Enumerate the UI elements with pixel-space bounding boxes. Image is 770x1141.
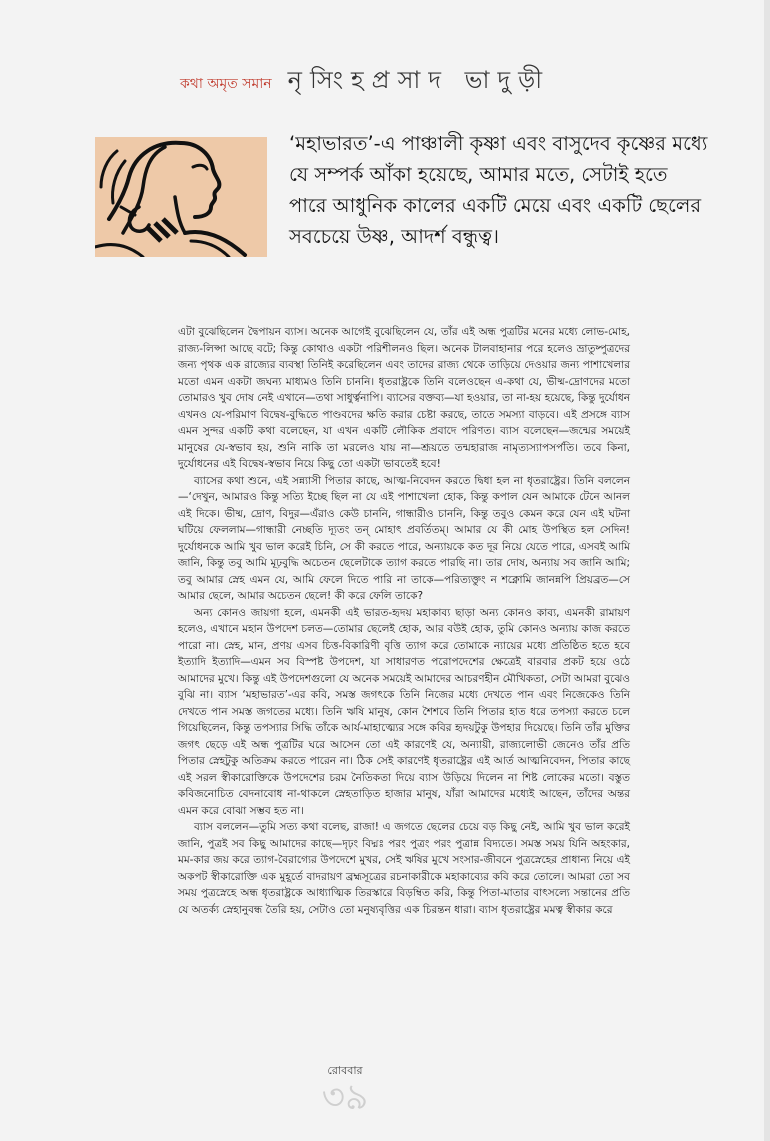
page-number: ৩৯ (321, 1077, 369, 1118)
article-header (180, 62, 550, 102)
paragraph: ব্যাসের কথা শুনে, এই সন্ন্যাসী পিতার কাছে, আত্ম-নিবেদন করতে দ্বিধা হল না ধৃতরাষ্ট্রের। তিনি বললেন—‘দেখুন, আমারও কিন্তু সত্যি ইচ্ছে ছিল না যে এই পাশাখেলা হোক, কিন্তু কপাল যেন আমাকে টেনে আনল এই দিকে। ভীষ্ম, দ্রোণ, বিদুর—এঁরাও কেউ চাননি, গান্ধারীও চাননি, কিন্তু তবুও কেমন করে যেন এই ঘটনা ঘটিয়ে ফেললাম—গান্ধারী নেচ্ছতি দ্যূতং তন্ মোহাৎ প্রবর্তিতম্। আমার যে কী মোহ উপস্থিত হল সেদিন! দুর্যোধনকে আমি খুব ভাল করেই চিনি, সে কী করতে পারে, অন্যায়কে কত দূর নিয়ে যেতে পারে, এসবই আমি জানি, কিন্তু তবু আমি মূঢ়বুদ্ধি অচেতন ছেলেটাকে ত্যাগ করতে পারছি না। তার দোষ, অন্যায় সব জানি আমি; তবু আমার স্নেহ এমন যে, আমি ফেলে দিতে পারি না তাকে—পরিত্যক্তুং ন শক্নোমি জানন্নপি প্রিয়ব্রত—সে আমার ছেলে, আমার অচেতন ছেলে! কী করে ফেলি তাকে? (178, 474, 630, 602)
paragraph: ব্যাস বললেন—তুমি সত্য কথা বলেছ, রাজা! এ জগতে ছেলের চেয়ে বড় কিছু নেই, আমি খুব ভাল করেই জানি, পুত্রই সব কিছু আমাদের কাছে—দৃঢ়ং বিদ্মঃ পরং পুত্রং পরং পুত্রান্ন বিদ্যতে। সমস্ত সময় যিনি অহংকার, মম-কার জয় করে ত্যাগ-বৈরাগ্যের উপদেশে মুখর, সেই ঋষির মুখে সংসার-জীবনে পুত্রস্নেহের প্রাধান্য নিয়ে এই অকপট স্বীকারোক্তি এক মুহূর্তে বাদরায়ণ ব্রহ্মসূত্রের রচনাকারীকে মহাকাব্যের কবি করে তোলে। আমরা তো সব সময় পুত্রস্নেহে অন্ধ ধৃতরাষ্ট্রকে আধ্যাত্মিক তিরস্কারে বিড়ম্বিত করি, কিন্তু পিতা-মাতার বাৎসল্যে সন্তানের প্রতি যে অতর্ক্য স্নেহানুবন্ধ তৈরি হয়, সেটাও তো মনুষ্যবৃত্তির এক চিরন্তন ধারা। ব্যাস ধৃতরাষ্ট্রের মমত্ব স্বীকার করে (178, 821, 630, 916)
day-label: রোববার (327, 1064, 363, 1077)
page-footer (300, 1062, 390, 1118)
column-name: কথা অমৃত সমান (180, 76, 272, 92)
paragraph: অন্য কোনও জায়গা হলে, এমনকী এই ভারত-হৃদয় মহাকাব্য ছাড়া অন্য কোনও কাব্য, এমনকী রামায়ণ হলেও, এখানে মহান উপদেশ চলত—তোমার ছেলেই হোক, আর বউই হোক, তুমি কোনও অন্যায় কাজ করতে পারো না। স্নেহ, মান, প্রণয় এসব চিত্ত-বিকারিণী বৃত্তি ত্যাগ করে তোমাকে ন্যায়ের মধ্যে প্রতিষ্ঠিত হতে হবে ইত্যাদি ইত্যাদি—এমন সব বিস্পষ্ট উপদেশ, যা সাধারণত পরোপদেশের ক্ষেত্রেই বারবার প্রকট হয়ে ওঠে আমাদের মুখে। কিন্তু এই উপদেশগুলো যে অনেক সময়েই আমাদের আচরণহীন মৌখিকতা, সেটা আমরা বুঝেও বুঝি না। ব্যাস ‘মহাভারত’-এর কবি, সমস্ত জগৎকে তিনি নিজের মধ্যে দেখতে পান এবং নিজেকেও তিনি দেখতে পান সমস্ত জগতের মধ্যে। তিনি ঋষি মানুষ, কোন শৈশবে তিনি পিতার হাত ধরে তপস্যা করতে চলে গিয়েছিলেন, কিন্তু তপস্যার সিদ্ধি তাঁকে আর্য-মাহাত্ম্যের সঙ্গে কবির হৃদয়টুকু উপহার দিয়েছে। তিনি তাঁর মুক্তির জগৎ ছেড়ে এই অন্ধ পুত্রটির ঘরে আসেন তো এই কারণেই যে, অন্যায়ী, রাজ্যলোভী জেনেও তাঁর প্রতি পিতার স্নেহটুকু অতিক্রম করতে পারেন না। ঠিক সেই কারণেই ধৃতরাষ্ট্রের এই আর্ত আত্মনিবেদন, পিতার কাছে এই সরল স্বীকারোক্তিকে উপদেশের চরম নৈতিকতা দিয়ে ব্যাস উড়িয়ে দিলেন না শিষ্ট লোকের মতো। বস্তুত কবিজনোচিত বেদনাবোধ না-থাকলে স্নেহতাড়িত হাজার মানুষ, যাঁরা আমাদের মধ্যেই আছেন, তাঁদের অন্তর এমন করে বোঝা সম্ভব হত না। (178, 606, 630, 817)
illustration-drawing (95, 137, 267, 257)
author-name: নৃসিংহপ্রসাদ ভাদুড়ী (287, 66, 551, 94)
pull-quote: ‘মহাভারত’-এ পাঞ্চালী কৃষ্ণা এবং বাসুদেব কৃষ্ণের মধ্যে যে সম্পর্ক আঁকা হয়েছে, আমার মতে, সেটাই হতে পারে আধুনিক কালের একটি মেয়ে এবং একটি ছেলের সবচেয়ে উষ্ণ, আদর্শ বন্ধুত্ব। (289, 132, 708, 248)
woman-profile-icon (95, 137, 267, 257)
paragraph: এটা বুঝেছিলেন দ্বৈপায়ন ব্যাস। অনেক আগেই বুঝেছিলেন যে, তাঁর এই অন্ধ পুত্রটির মনের মধ্যে লোভ-মোহ, রাজ্য-লিপ্সা আছে বটে; কিন্তু কোথাও একটা পরিশীলনও ছিল। অনেক টালবাহানার পরে হলেও ভ্রাতুষ্পুত্রদের জন্য পৃথক এক রাজ্যের ব্যবস্থা তিনিই করেছিলেন এবং তাদের রাজ্য থেকে তাড়িয়ে দেওয়ার জন্য পাশাখেলার মতো এমন একটা জঘন্য মাধ্যমও তিনি চাননি। ধৃতরাষ্ট্রকে তিনি বলেওছেন এ-কথা যে, ভীষ্ম-দ্রোণদের মতো তোমারও খুব দোষ নেই এখানে—তথা সাধুর্ত্বনাপি। ব্যাসের বক্তব্য—যা হওয়ার, তা না-হয় হয়েছে, কিন্তু দুর্যোধন এখনও যে-পরিমাণ বিদ্বেষ-বুদ্ধিতে পাণ্ডবদের ক্ষতি করার চেষ্টা করছে, তাতে সমস্যা বাড়বে। এই প্রসঙ্গে ব্যাস এমন সুন্দর একটি কথা বলেছেন, যা এখন একটি লৌকিক প্রবাদে পরিণত। ব্যাস বলেছেন—জন্মের সময়েই মানুষের যে-স্বভাব হয়, শুনি নাকি তা মরলেও যায় না—শ্রূয়তে তন্মহারাজ নামৃত্যস্যাপসর্পতি। তবে কিনা, দুর্যোধনের এই বিদ্বেষ-স্বভাব নিয়ে কিছু তো একটা ভাবতেই হবে! (178, 326, 630, 470)
page-edge (764, 0, 770, 1141)
article-body (178, 324, 630, 918)
